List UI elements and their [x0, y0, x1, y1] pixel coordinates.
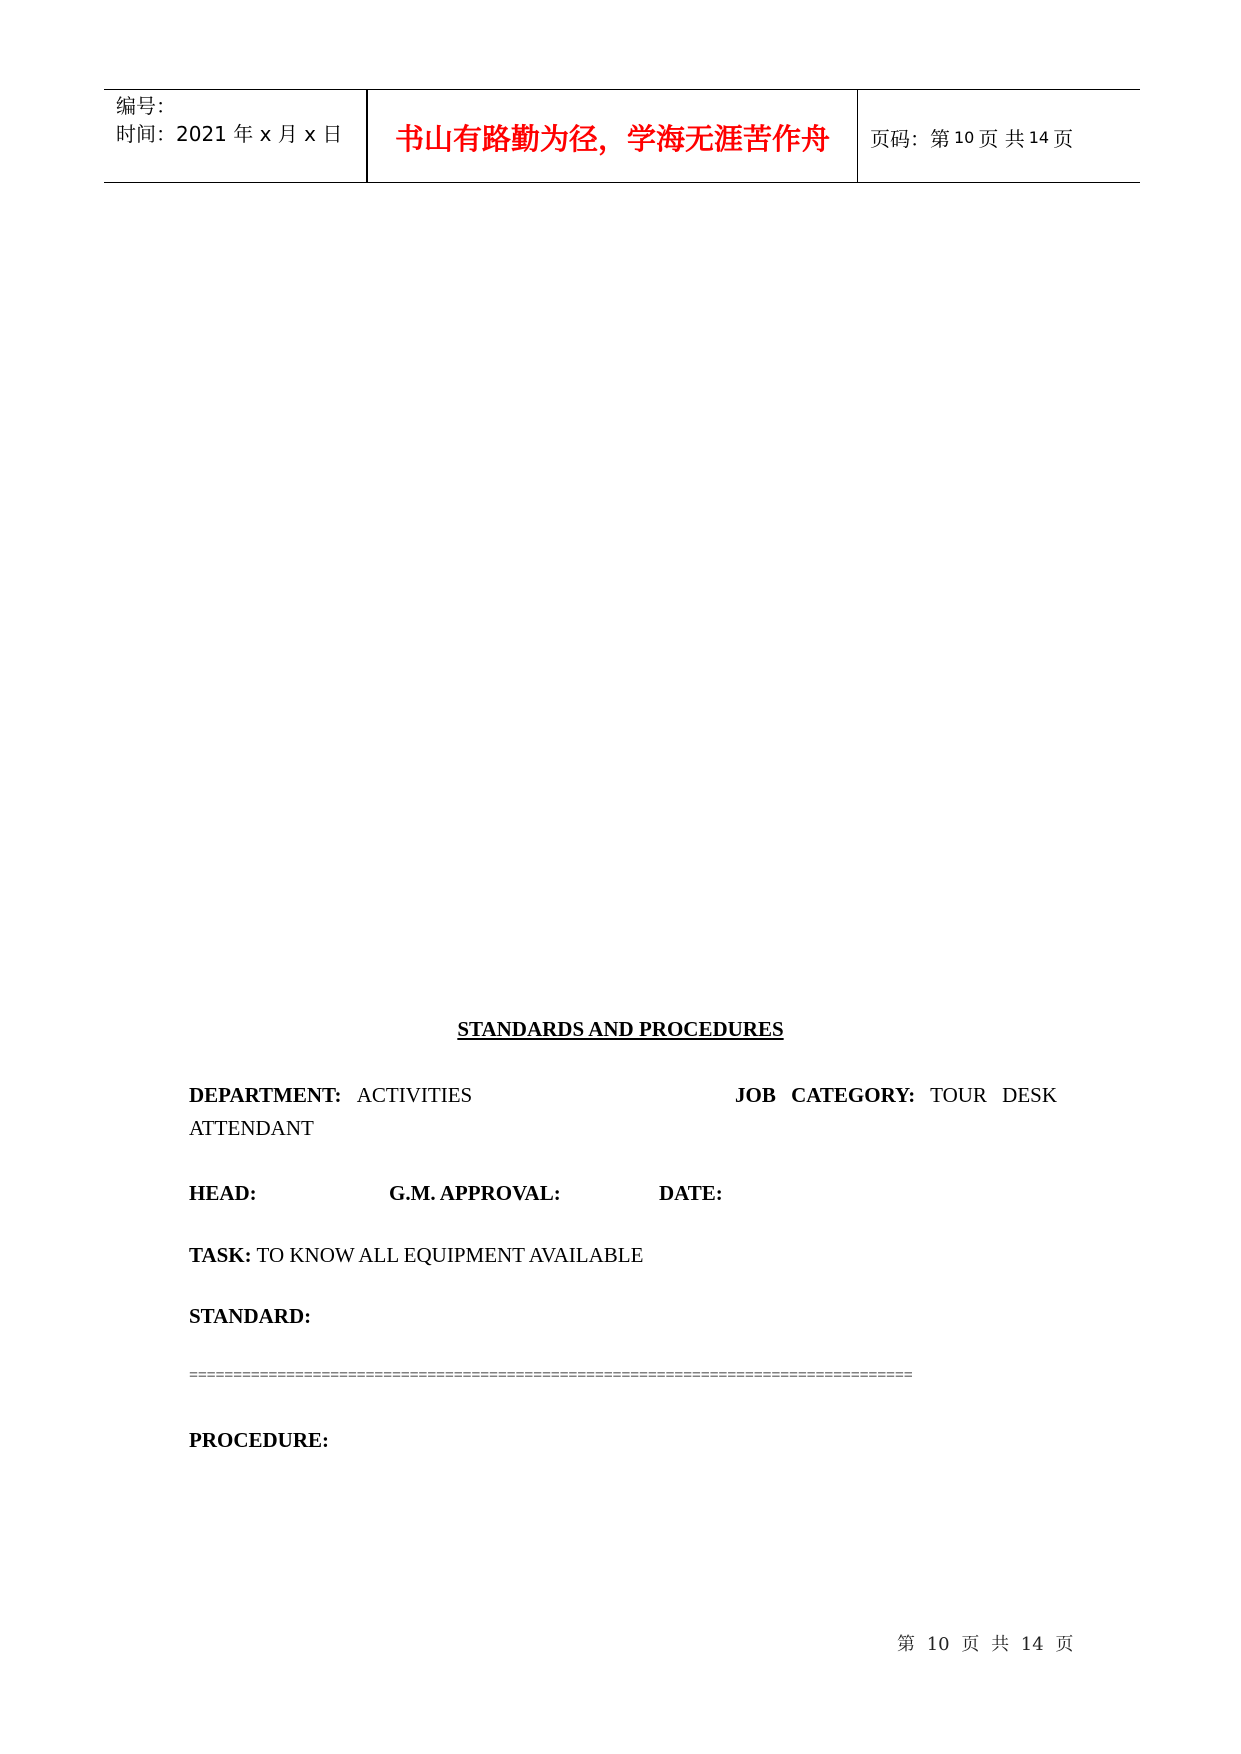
job-category-value: TOUR DESK [930, 1083, 1057, 1107]
standard-label: STANDARD: [189, 1304, 312, 1328]
task-value: TO KNOW ALL EQUIPMENT AVAILABLE [256, 1243, 644, 1267]
page-footer: 第 10 页 共 14 页 [897, 1634, 1074, 1655]
page-suffix: 页 [1053, 126, 1074, 151]
task-row [189, 1239, 643, 1272]
job-category-label: JOB CATEGORY: [735, 1083, 916, 1107]
page-mid: 页 共 [978, 126, 1025, 151]
department-value: ACTIVITIES [356, 1083, 473, 1107]
date-label: DATE: [659, 1181, 723, 1205]
header-table [104, 89, 1140, 183]
header-page-cell [858, 90, 1140, 182]
procedure-label: PROCEDURE: [189, 1428, 329, 1452]
separator-line: ================================================================================== [189, 1367, 913, 1384]
page-prefix: 页码：第 [870, 126, 950, 151]
motto-text: 书山有路勤为径，学海无涯苦作舟 [394, 121, 830, 156]
header-motto-cell [368, 90, 858, 182]
head-label: HEAD: [189, 1181, 257, 1205]
number-label: 编号： [116, 94, 176, 118]
page-current: 10 [954, 127, 975, 147]
task-label: TASK: [189, 1243, 252, 1267]
document-title: STANDARDS AND PROCEDURES [457, 1017, 784, 1041]
header-meta-cell [104, 90, 368, 182]
job-category-value-continued: ATTENDANT [189, 1116, 314, 1140]
time-label: 时间：2021 年 x 月 x 日 [116, 122, 343, 146]
department-row [189, 1079, 1057, 1145]
page-total: 14 [1028, 127, 1050, 147]
gm-approval-label: G.M. APPROVAL: [389, 1181, 561, 1205]
department-label: DEPARTMENT: [189, 1083, 342, 1107]
